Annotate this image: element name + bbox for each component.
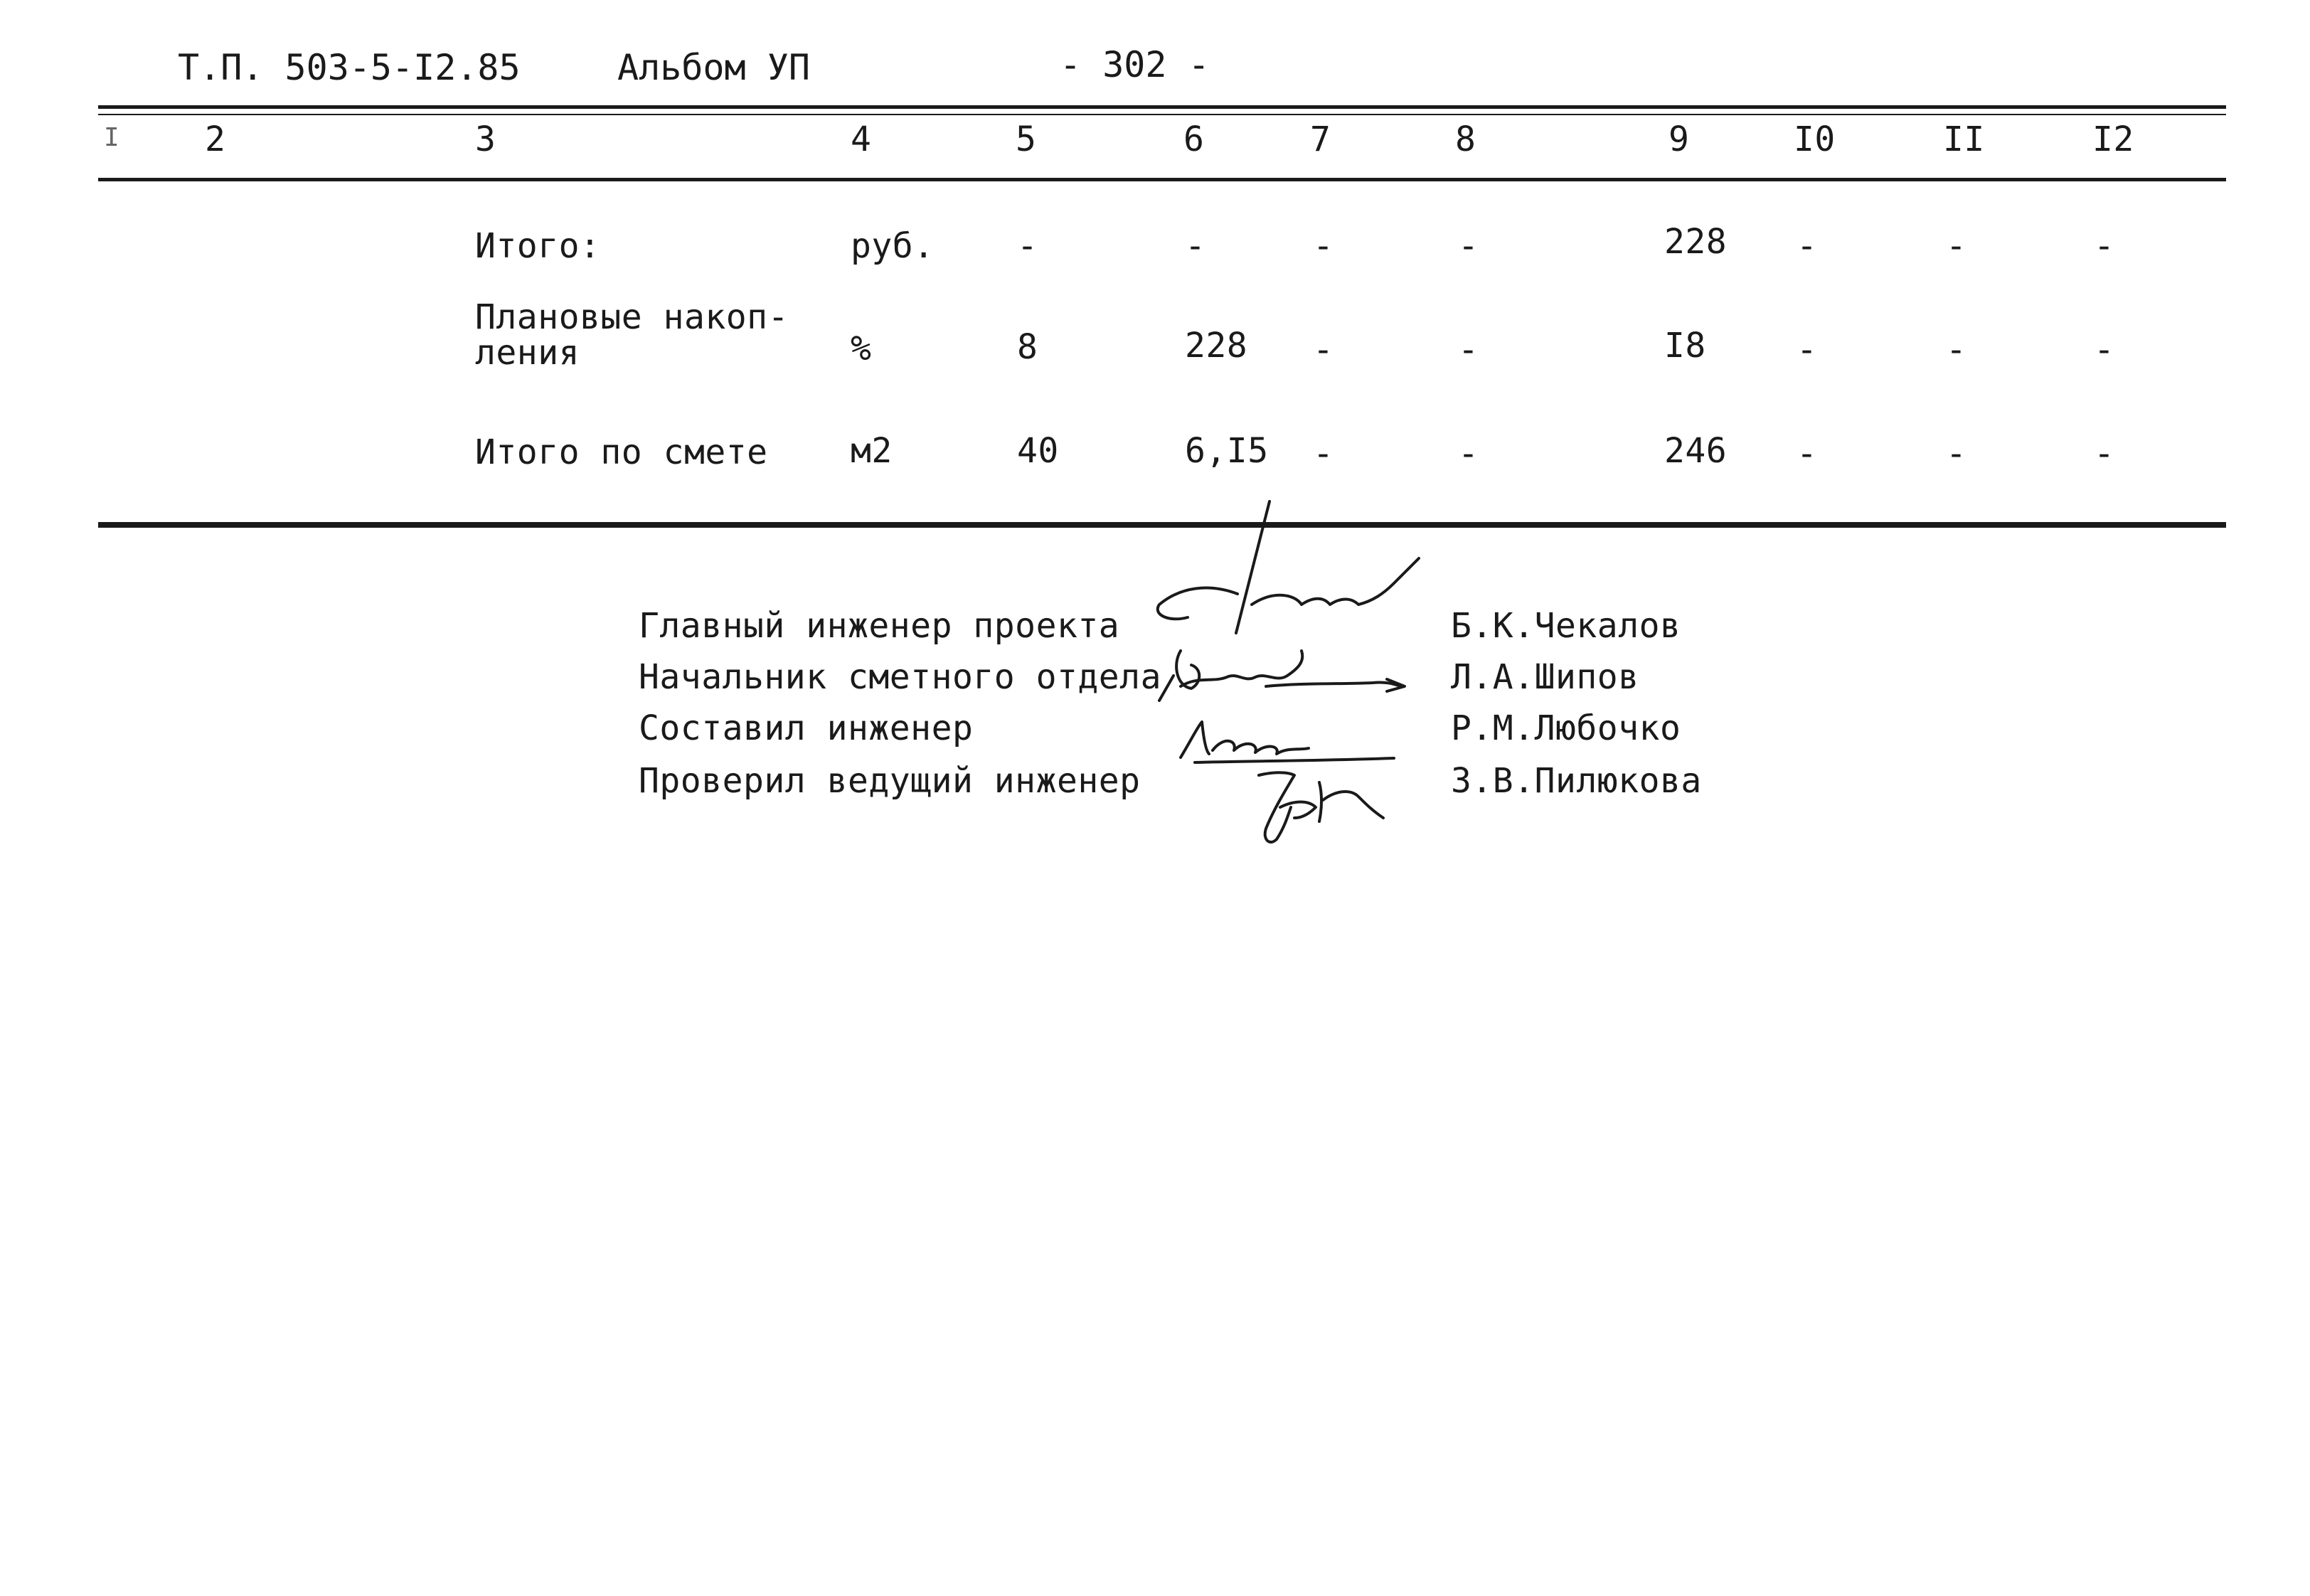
table-top-rule [98, 105, 2226, 109]
cell-col11: - [1946, 434, 1967, 474]
col-header-4: 4 [851, 119, 872, 159]
col-header-9: 9 [1668, 119, 1690, 159]
cell-col9: 228 [1664, 222, 1728, 262]
cell-col5: 8 [1017, 327, 1038, 367]
signature-pilyukova [1252, 761, 1394, 853]
cell-col6: - [1185, 226, 1206, 266]
row-name: Итого: [475, 226, 601, 266]
signature-shipov [1159, 633, 1430, 718]
document-code: Т.П. 503-5-I2.85 [178, 47, 521, 88]
row-name: Итого по смете [475, 432, 768, 472]
col-header-2: 2 [205, 119, 226, 159]
col-header-8: 8 [1455, 119, 1476, 159]
signature-role-checked-by: Проверил ведущий инженер [639, 761, 1141, 801]
cell-col8: - [1458, 434, 1479, 474]
row-unit: % [851, 329, 872, 368]
cell-col7: - [1313, 434, 1334, 474]
cell-col5: - [1017, 226, 1038, 266]
col-header-5: 5 [1016, 119, 1037, 159]
col-header-11: II [1943, 119, 1985, 159]
cell-col6: 228 [1185, 326, 1248, 366]
row-name-line1: Плановые накоп- [475, 297, 789, 337]
cell-col12: - [2094, 434, 2115, 474]
signature-role-chief-engineer: Главный инженер проекта [639, 606, 1120, 646]
cell-col8: - [1458, 330, 1479, 370]
signatory-name-compiled-by: Р.М.Любочко [1451, 708, 1681, 748]
cell-col8: - [1458, 226, 1479, 266]
cell-col10: - [1797, 226, 1818, 266]
signature-role-compiled-by: Составил инженер [639, 708, 974, 748]
cell-col7: - [1313, 226, 1334, 266]
signatory-name-head-estimates: Л.А.Шипов [1451, 657, 1639, 697]
col-header-10: I0 [1794, 119, 1836, 159]
col-header-12: I2 [2092, 119, 2134, 159]
cell-col9: 246 [1664, 431, 1728, 471]
cell-col7: - [1313, 330, 1334, 370]
row-unit: м2 [851, 431, 893, 471]
page-number: - 302 - [1060, 44, 1210, 85]
cell-col6: 6,I5 [1185, 431, 1269, 471]
cell-col12: - [2094, 330, 2115, 370]
cell-col11: - [1946, 330, 1967, 370]
signature-role-head-estimates: Начальник сметного отдела [639, 657, 1161, 697]
signatory-name-chief-engineer: Б.К.Чекалов [1451, 606, 1681, 646]
row-unit: руб. [851, 226, 935, 266]
cell-col10: - [1797, 330, 1818, 370]
table-top-rule-thin [98, 114, 2226, 115]
album-label: Альбом УП [617, 47, 810, 88]
col-header-6: 6 [1183, 119, 1205, 159]
col-header-3: 3 [475, 119, 496, 159]
cell-col11: - [1946, 226, 1967, 266]
cell-col10: - [1797, 434, 1818, 474]
signatory-name-checked-by: З.В.Пилюкова [1451, 761, 1702, 801]
cell-col5: 40 [1017, 431, 1059, 471]
header-bottom-rule [98, 178, 2226, 181]
col-header-7: 7 [1310, 119, 1331, 159]
signature-chekalov [1131, 498, 1501, 640]
col-header-1: I [104, 123, 120, 152]
cell-col12: - [2094, 226, 2115, 266]
row-name-line2: ления [475, 333, 580, 373]
cell-col9: I8 [1664, 326, 1706, 366]
